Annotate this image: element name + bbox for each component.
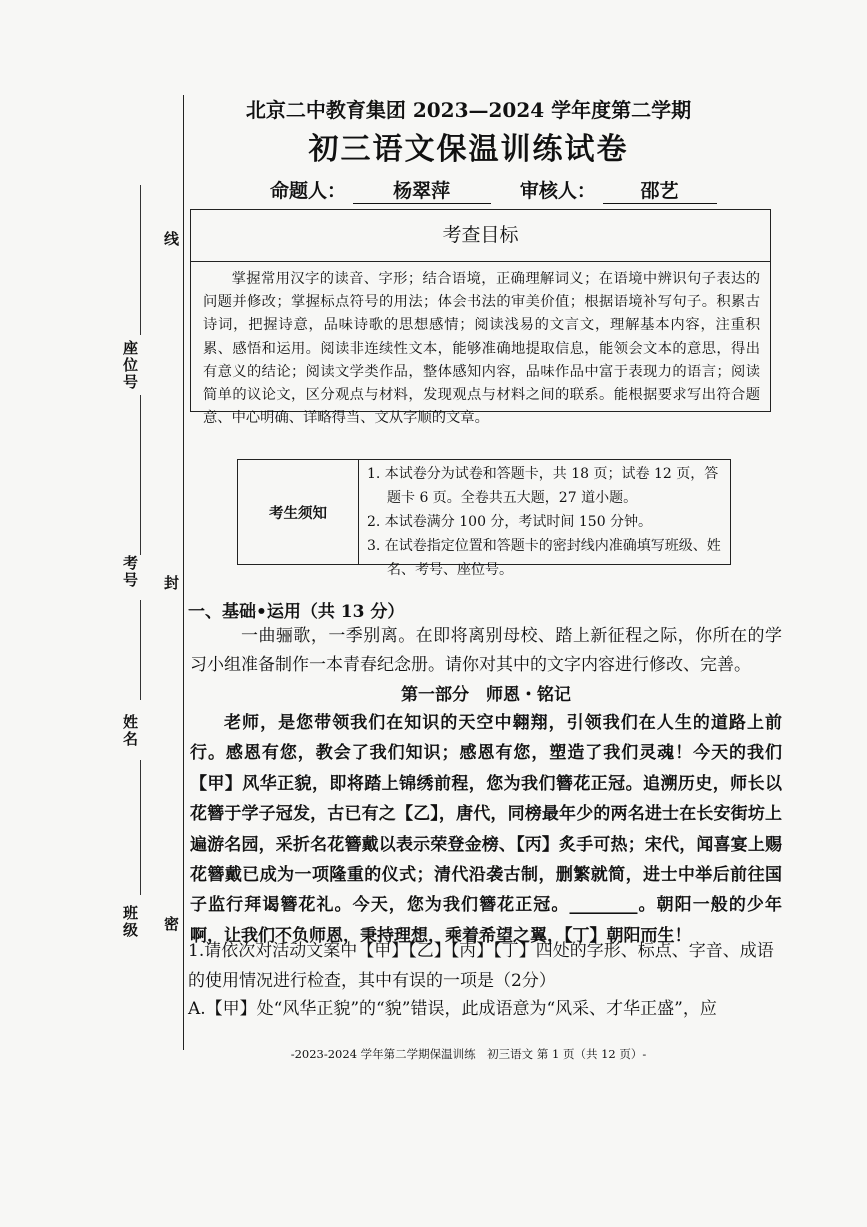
section-title: 一、基础•运用（共 13 分） [188,602,405,622]
margin-class-label: 班级 [121,905,139,939]
margin-seat-label: 座位号 [121,340,139,391]
part-title: 第一部分 师恩・铭记 [401,685,571,705]
reviewer-label: 审核人： [519,180,596,202]
question-1: 1.请依次对活动文案中【甲】【乙】【丙】【丁】四处的字形、标点、字音、成语的使用情况进行检查，其中有误的一项是（2分） [188,941,774,991]
margin-exam-no-label: 考号 [121,555,139,589]
binding-line [183,95,184,1050]
goals-heading: 考查目标 [191,210,770,262]
author-line [270,176,717,204]
notice-item: 2. 本试卷满分 100 分，考试时间 150 分钟。 [367,514,653,530]
exam-no-fill-line [140,395,141,555]
notice-item: 3. 在试卷指定位置和答题卡的密封线内准确填写班级、姓名、考号、座位号。 [367,538,721,578]
page-footer: -2023-2024 学年第二学期保温训练 初三语文 第 1 页（共 12 页）- [290,1047,647,1061]
reviewer-name: 邵艺 [603,176,717,204]
notice-label: 考生须知 [238,460,359,564]
goals-text: 掌握常用汉字的读音、字形；结合语境，正确理解词义；在语境中辨识句子表达的问题并修改；掌握标点符号的用法；体会书法的审美价值；根据语境补写句子。积累古诗词，把握诗意，品味诗歌的思想感情；阅读浅易的文言文，理解基本内容，注重积累、感悟和运用。阅读非连续性文本，能够准确地提取信息，能领会文本的意思，得出有意义的结论；阅读文学类作品，整体感知内容，品味作品中富于表现力的语言；阅读简单的议论文，区分观点与材料，发现观点与材料之间的联系。能根据要求写出符合题意、中心明确、详略得当、文从字顺的文章。 [203,271,760,427]
goals-box [190,209,771,427]
name-fill-line [140,600,141,700]
notice-list [359,460,730,578]
author-label: 命题人： [270,180,347,202]
school-heading: 北京二中教育集团 2023—2024 学年度第二学期 [245,98,692,122]
seat-fill-line [140,185,141,335]
margin-secret-char: 密 [164,915,180,933]
author-name: 杨翠萍 [353,176,491,204]
margin-name-label: 姓名 [121,714,139,748]
page-title: 初三语文保温训练试卷 [308,132,629,167]
notice-box [237,459,731,578]
margin-line-char: 线 [164,230,180,248]
story-text: 老师，是您带领我们在知识的天空中翱翔，引领我们在人生的道路上前行。感恩有您，教会了我们知识；感恩有您，塑造了我们灵魂！今天的我们【甲】风华正貌，即将踏上锦绣前程，您为我们簪花正冠。追溯历史，师长以花簪于学子冠发，古已有之【乙】，唐代，同榜最年少的两名进士在长安街坊上遍游名园，采折名花簪戴以表示荣登金榜、【丙】炙手可热；宋代，闻喜宴上赐花簪戴已成为一项隆重的仪式；清代沿袭古制，删繁就简，进士中举后前往国子监行拜谒簪花礼。今天，您为我们簪花正冠。________。朝阳一般的少年啊，让我们不负师恩，秉持理想，乘着希望之翼，【丁】朝阳而生！ [190,713,782,946]
section-intro: 一曲骊歌，一季别离。在即将离别母校、踏上新征程之际，你所在的学习小组准备制作一本青春纪念册。请你对其中的文字内容进行修改、完善。 [190,626,782,675]
margin-seal-char: 封 [164,574,180,592]
class-fill-line [140,760,141,895]
notice-item: 1. 本试卷分为试卷和答题卡，共 18 页；试卷 12 页，答题卡 6 页。全卷共五大题，27 道小题。 [367,466,719,506]
option-a: A.【甲】处“风华正貌”的“貌”错误，此成语意为“风采、才华正盛”，应 [188,999,717,1019]
